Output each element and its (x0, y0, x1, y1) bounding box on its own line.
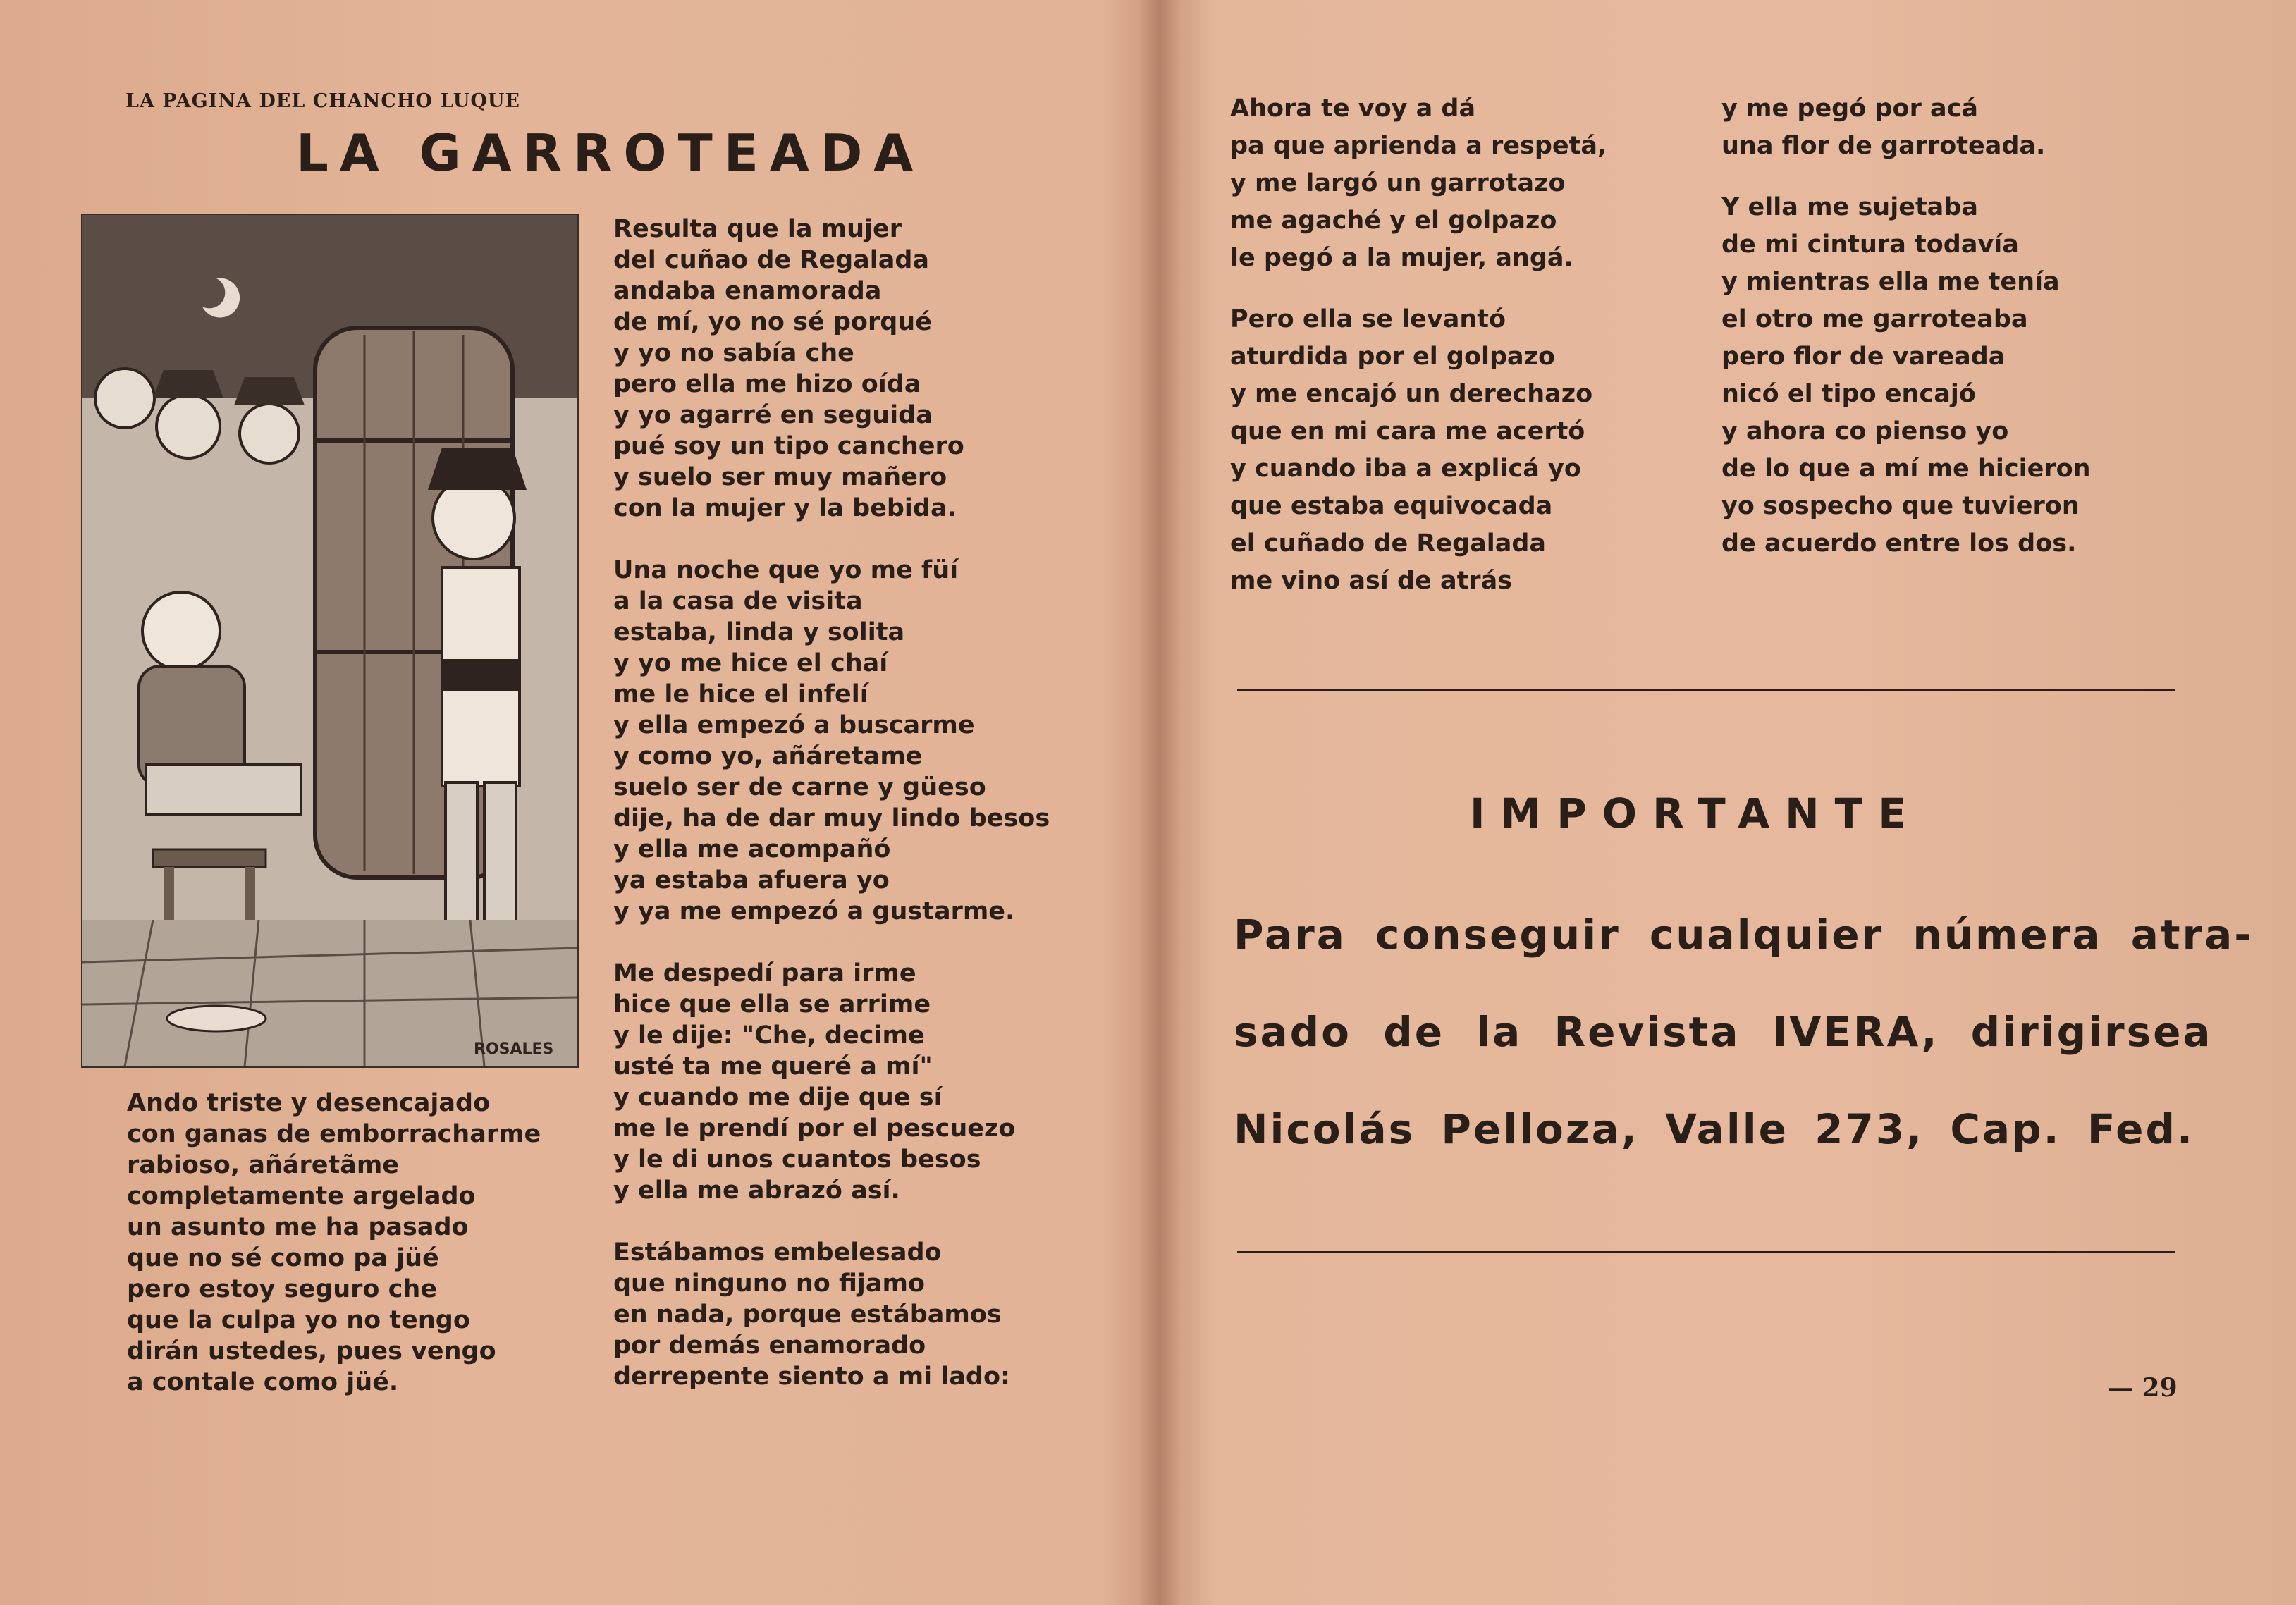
poem-line: Ahora te voy a dá (1230, 94, 1476, 123)
poem-column-b (613, 214, 1050, 1392)
top-divider-rule (1237, 689, 2175, 691)
poem-line: usté ta me queré a mí" (613, 1052, 933, 1081)
poem-line: Me despedí para irme (613, 959, 916, 988)
notice-line: Nicolás Pelloza, Valle 273, Cap. Fed. (1234, 1105, 2195, 1153)
poem-line: completamente argelado (127, 1182, 476, 1210)
poem-line: y me largó un garrotazo (1230, 169, 1566, 197)
poem-line: y ella me abrazó así. (613, 1176, 900, 1205)
poem-line: dije, ha de dar muy lindo besos (613, 804, 1050, 832)
poem-column-a (127, 1088, 541, 1398)
poem-line: nicó el tipo encajó (1721, 380, 1976, 408)
poem-line: pero ella me hizo oída (613, 370, 921, 398)
poem-line: derrepente siento a mi lado: (613, 1363, 1011, 1391)
poem-line: el otro me garroteaba (1721, 305, 2028, 333)
poem-line: dirán ustedes, pues vengo (127, 1337, 496, 1365)
poem-line: aturdida por el golpazo (1230, 343, 1556, 371)
poem-line: y ya me empezó a gustarme. (613, 897, 1015, 926)
bottom-divider-rule (1237, 1251, 2175, 1253)
poem-line: andaba enamorada (613, 277, 882, 305)
poem-line: pué soy un tipo canchero (613, 432, 964, 460)
cartoon-drawing (82, 215, 577, 1066)
poem-line: a contale como jüé. (127, 1368, 399, 1396)
poem-line: Y ella me sujetaba (1721, 193, 1978, 221)
poem-line: del cuñao de Regalada (613, 246, 930, 274)
poem-line: con ganas de emborracharme (127, 1120, 541, 1148)
poem-line: Estábamos embelesado (613, 1238, 942, 1267)
poem-line: por demás enamorado (613, 1332, 926, 1360)
poem-line: le pegó a la mujer, angá. (1230, 244, 1573, 272)
poem-line: de acuerdo entre los dos. (1721, 529, 2077, 558)
poem-line: de mí, yo no sé porqué (613, 308, 932, 336)
poem-line: Ando triste y desencajado (127, 1089, 491, 1117)
poem-line: me le prendí por el pescuezo (613, 1114, 1016, 1143)
cartoon-illustration (81, 214, 579, 1068)
poem-line: con la mujer y la bebida. (613, 494, 957, 522)
poem-line: que la culpa yo no tengo (127, 1306, 470, 1334)
poem-line: y yo agarré en seguida (613, 401, 933, 429)
poem-column-d (1721, 90, 2091, 562)
poem-line: Una noche que yo me füí (613, 556, 959, 584)
poem-title: LA GARROTEADA (296, 123, 925, 183)
poem-line: el cuñado de Regalada (1230, 529, 1547, 558)
poem-line: de lo que a mí me hicieron (1721, 455, 2091, 483)
notice-title: IMPORTANTE (1470, 789, 1922, 837)
poem-line: suelo ser de carne y güeso (613, 773, 986, 801)
poem-line: y yo me hice el chaí (613, 649, 888, 677)
poem-line: que ninguno no fijamo (613, 1269, 926, 1298)
poem-line: pa que aprienda a respetá, (1230, 132, 1607, 160)
poem-line: Resulta que la mujer (613, 215, 902, 243)
poem-line: y ella empezó a buscarme (613, 711, 975, 739)
poem-line: y le di unos cuantos besos (613, 1145, 981, 1174)
section-header: LA PAGINA DEL CHANCHO LUQUE (125, 90, 520, 112)
poem-line: y suelo ser muy mañero (613, 463, 947, 491)
poem-line: un asunto me ha pasado (127, 1213, 469, 1241)
poem-line: que no sé como pa jüé (127, 1244, 439, 1272)
poem-line: me agaché y el golpazo (1230, 207, 1557, 235)
poem-column-c (1230, 90, 1607, 600)
poem-line: que estaba equivocada (1230, 492, 1553, 520)
poem-line: hice que ella se arrime (613, 990, 931, 1019)
poem-line: a la casa de visita (613, 587, 863, 615)
poem-line: me vino así de atrás (1230, 567, 1513, 595)
poem-line: pero estoy seguro che (127, 1275, 438, 1303)
notice-line: sado de la Revista IVERA, dirigirsea (1234, 1008, 2213, 1056)
poem-line: y me pegó por acá (1721, 94, 1978, 123)
poem-line: yo sospecho que tuvieron (1721, 492, 2080, 520)
poem-line: y como yo, añáretame (613, 742, 923, 770)
poem-line: que en mi cara me acertó (1230, 417, 1585, 445)
poem-line: y yo no sabía che (613, 339, 854, 367)
poem-line: me le hice el infelí (613, 680, 868, 708)
poem-line: y cuando me dije que sí (613, 1083, 943, 1112)
poem-line: de mi cintura todavía (1721, 230, 2019, 259)
poem-line: y le dije: "Che, decime (613, 1021, 925, 1050)
poem-line: y mientras ella me tenía (1721, 268, 2060, 296)
poem-line: y cuando iba a explicá yo (1230, 455, 1581, 483)
poem-line: rabioso, añáretãme (127, 1151, 400, 1179)
illustration-signature: ROSALES (474, 1040, 554, 1058)
poem-line: pero flor de vareada (1721, 343, 2006, 371)
poem-line: ya estaba afuera yo (613, 866, 890, 894)
poem-line: y ella me acompañó (613, 835, 891, 863)
page-number: — 29 (2108, 1373, 2178, 1403)
poem-line: y ahora co pienso yo (1721, 417, 2009, 445)
poem-line: Pero ella se levantó (1230, 305, 1506, 333)
notice-line: Para conseguir cualquier númera atra- (1234, 911, 2254, 959)
poem-line: una flor de garroteada. (1721, 132, 2046, 160)
poem-line: estaba, linda y solita (613, 618, 905, 646)
poem-line: y me encajó un derechazo (1230, 380, 1593, 408)
poem-line: en nada, porque estábamos (613, 1300, 1002, 1329)
